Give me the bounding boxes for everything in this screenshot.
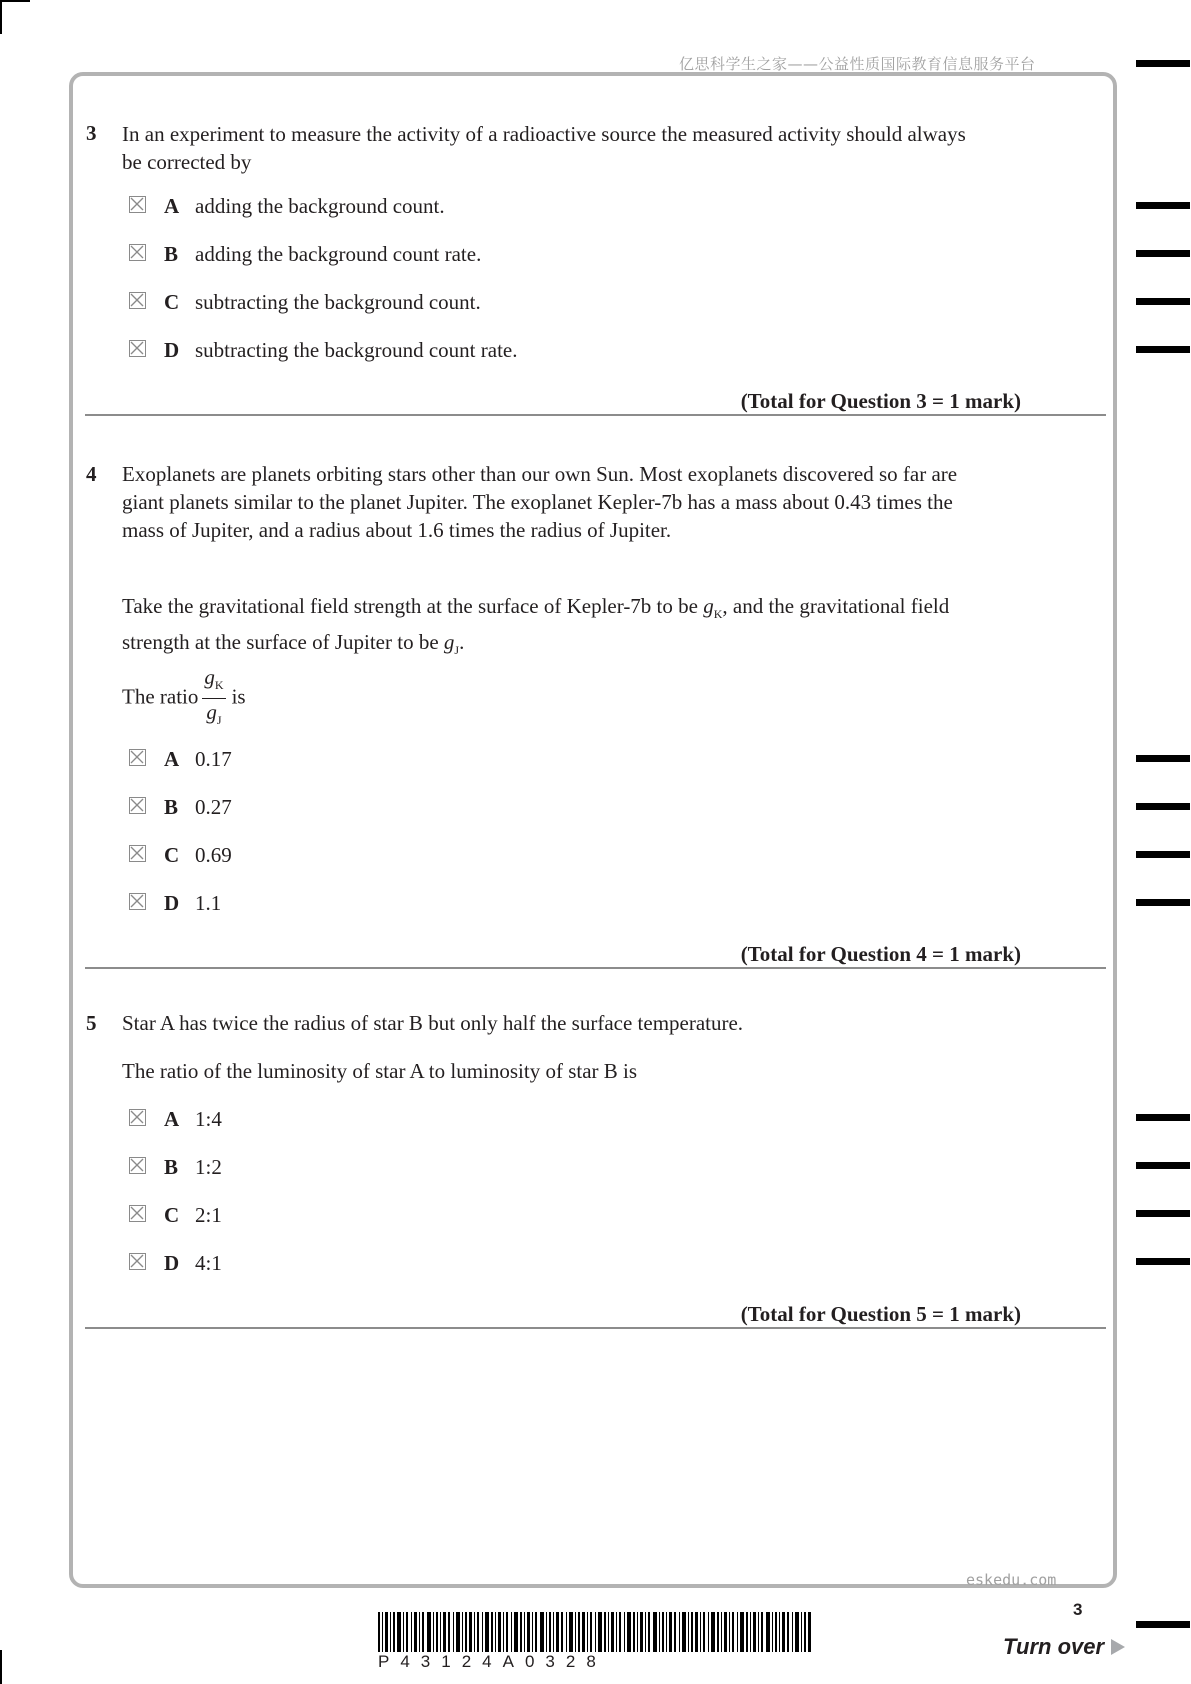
question-text: In an experiment to measure the activity of a radioactive source the measured activity should always be corrected by (122, 122, 966, 174)
symbol-g: g (443, 630, 455, 655)
question-number: 5 (86, 1011, 97, 1035)
option-letter: A (164, 1107, 180, 1131)
checkbox-cross-icon[interactable] (129, 340, 146, 357)
option-text: subtracting the background count. (195, 290, 481, 314)
crop-mark-left-top (0, 0, 2, 34)
margin-tick (1136, 298, 1190, 305)
margin-tick (1136, 1258, 1190, 1265)
option-letter: D (164, 338, 180, 362)
margin-tick (1136, 803, 1190, 810)
option-letter: D (164, 891, 180, 915)
question-divider (85, 967, 1106, 969)
margin-tick (1136, 1162, 1190, 1169)
subscript: K (214, 678, 224, 693)
checkbox-cross-icon[interactable] (129, 1205, 146, 1222)
margin-tick (1136, 899, 1190, 906)
option-text: 1.1 (195, 891, 222, 915)
margin-tick (1136, 851, 1190, 858)
margin-tick (1136, 755, 1190, 762)
turn-over-arrow-icon (1110, 1638, 1126, 1656)
question-divider (85, 414, 1106, 416)
text-fragment: The ratio (122, 684, 199, 709)
margin-tick (1136, 250, 1190, 257)
option-text: 1:2 (195, 1155, 222, 1179)
option-letter: B (164, 795, 179, 819)
text-fragment: Take the gravitational field strength at the surface of Kepler-7b to be (122, 594, 704, 618)
margin-tick (1136, 202, 1190, 209)
option-text: 4:1 (195, 1251, 222, 1275)
text-fragment: is (231, 684, 246, 709)
option-text: subtracting the background count rate. (195, 338, 518, 362)
option-letter: A (164, 194, 180, 218)
checkbox-cross-icon[interactable] (129, 797, 146, 814)
margin-tick (1136, 60, 1190, 67)
turn-over-label: Turn over (1003, 1634, 1105, 1659)
text-fragment: . (459, 630, 465, 655)
fraction-denominator (202, 699, 225, 733)
page-number: 3 (1073, 1600, 1083, 1619)
option-letter: C (164, 290, 180, 314)
checkbox-cross-icon[interactable] (129, 244, 146, 261)
margin-tick (1136, 1114, 1190, 1121)
barcode-image (378, 1612, 812, 1652)
footer-watermark: eskedu.com (966, 1571, 1057, 1589)
subscript: J (454, 643, 460, 658)
margin-tick (1136, 1210, 1190, 1217)
header-watermark: 亿思科学生之家——公益性质国际教育信息服务平台 (679, 55, 1036, 73)
question-divider (85, 1327, 1106, 1329)
question-text-ratio: The ratio of the luminosity of star A to luminosity of star B is (122, 1059, 638, 1083)
ratio-fraction (202, 664, 225, 733)
option-text: 0.69 (195, 843, 232, 867)
barcode-number: P43124A0328 (378, 1652, 607, 1671)
question-text: Exoplanets are planets orbiting stars other than our own Sun. Most exoplanets discovered so far are giant planets similar to the planet Jupiter. The exoplanet Kepler-7b has a mass about 0.43 times the mass of Jupiter, and a radius about 1.6 times the radius of Jupiter. (122, 462, 958, 542)
margin-tick (1136, 1621, 1190, 1628)
crop-mark-left-bottom (0, 1650, 2, 1684)
text-fragment: , and the gravitational field strength at the surface of Jupiter to be (122, 594, 950, 655)
checkbox-cross-icon[interactable] (129, 1109, 146, 1126)
option-letter: A (164, 747, 180, 771)
option-text: 1:4 (195, 1107, 222, 1131)
checkbox-cross-icon[interactable] (129, 292, 146, 309)
option-text: 0.27 (195, 795, 232, 819)
crop-mark-top (0, 0, 30, 2)
checkbox-cross-icon[interactable] (129, 196, 146, 213)
margin-tick (1136, 346, 1190, 353)
option-letter: D (164, 1251, 180, 1275)
symbol-g: g (204, 665, 215, 689)
option-text: 0.17 (195, 747, 232, 771)
symbol-g: g (206, 700, 217, 725)
symbol-g: g (703, 594, 714, 618)
option-letter: B (164, 1155, 179, 1179)
ratio-statement (122, 664, 1002, 733)
checkbox-cross-icon[interactable] (129, 1253, 146, 1270)
fraction-numerator (202, 664, 225, 699)
option-text: 2:1 (195, 1203, 222, 1227)
checkbox-cross-icon[interactable] (129, 1157, 146, 1174)
option-text: adding the background count. (195, 194, 445, 218)
question-number: 3 (86, 121, 97, 145)
question-total: (Total for Question 4 = 1 mark) (740, 942, 1021, 966)
option-letter: C (164, 843, 180, 867)
checkbox-cross-icon[interactable] (129, 749, 146, 766)
checkbox-cross-icon[interactable] (129, 893, 146, 910)
question-total: (Total for Question 5 = 1 mark) (740, 1302, 1021, 1326)
question-text: Star A has twice the radius of star B but only half the surface temperature. (122, 1011, 744, 1035)
question-total: (Total for Question 3 = 1 mark) (740, 389, 1021, 413)
option-text: adding the background count rate. (195, 242, 482, 266)
subscript: J (216, 713, 222, 728)
option-letter: C (164, 1203, 180, 1227)
question-text-definition (122, 592, 1002, 664)
option-letter: B (164, 242, 179, 266)
question-number: 4 (86, 462, 97, 486)
checkbox-cross-icon[interactable] (129, 845, 146, 862)
subscript: K (713, 607, 723, 622)
